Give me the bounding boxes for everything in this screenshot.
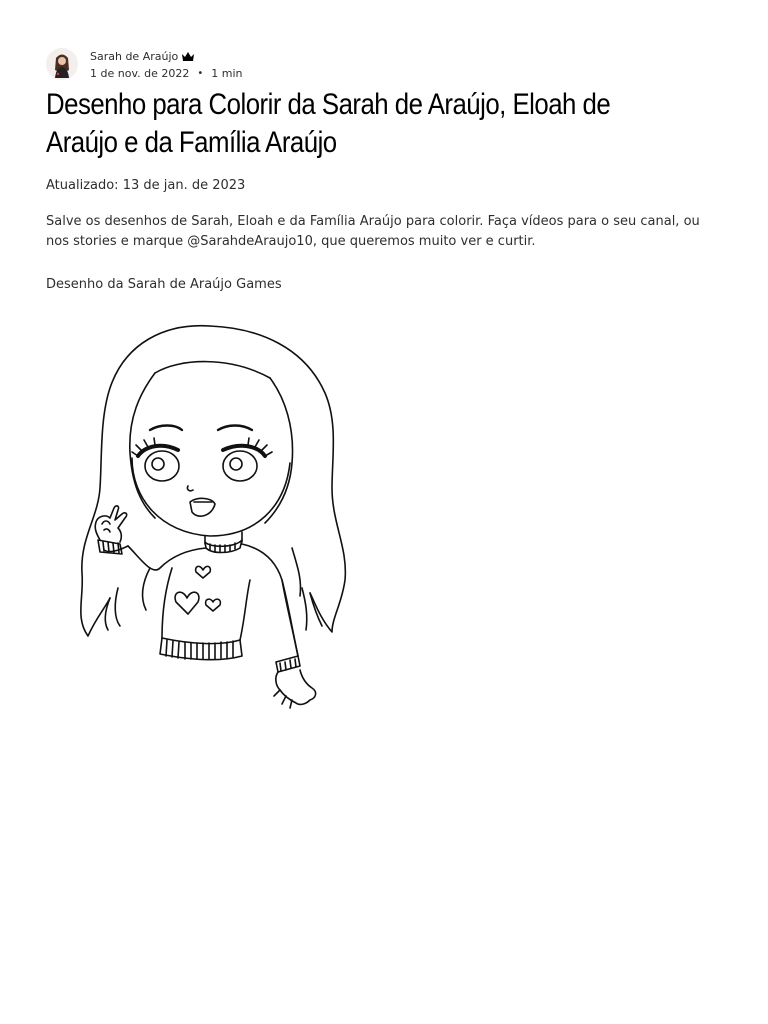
meta-separator: • [197,68,204,79]
post-meta [90,48,243,80]
coloring-page-image[interactable] [70,318,350,713]
post-intro-text: Salve os desenhos de Sarah, Eloah e da Família Araújo para colorir. Faça vídeos para o seu canal, ou nos stories e marque @SarahdeAraujo10, que queremos muito ver e curtir. [46,214,700,249]
author-row [90,48,243,64]
image-caption: Desenho da Sarah de Araújo Games [46,277,282,292]
author-name-link[interactable]: Sarah de Araújo [90,49,179,63]
updated-date: Atualizado: 13 de jan. de 2023 [46,178,246,193]
post-header [46,46,243,82]
crown-icon [181,51,195,62]
author-avatar[interactable] [46,48,78,80]
avatar-icon [46,48,78,80]
read-time: 1 min [211,67,243,80]
date-row [90,67,243,80]
post-title: Desenho para Colorir da Sarah de Araújo, Eloah de Araújo e da Família Araújo [46,88,611,159]
post-date: 1 de nov. de 2022 [90,67,190,80]
